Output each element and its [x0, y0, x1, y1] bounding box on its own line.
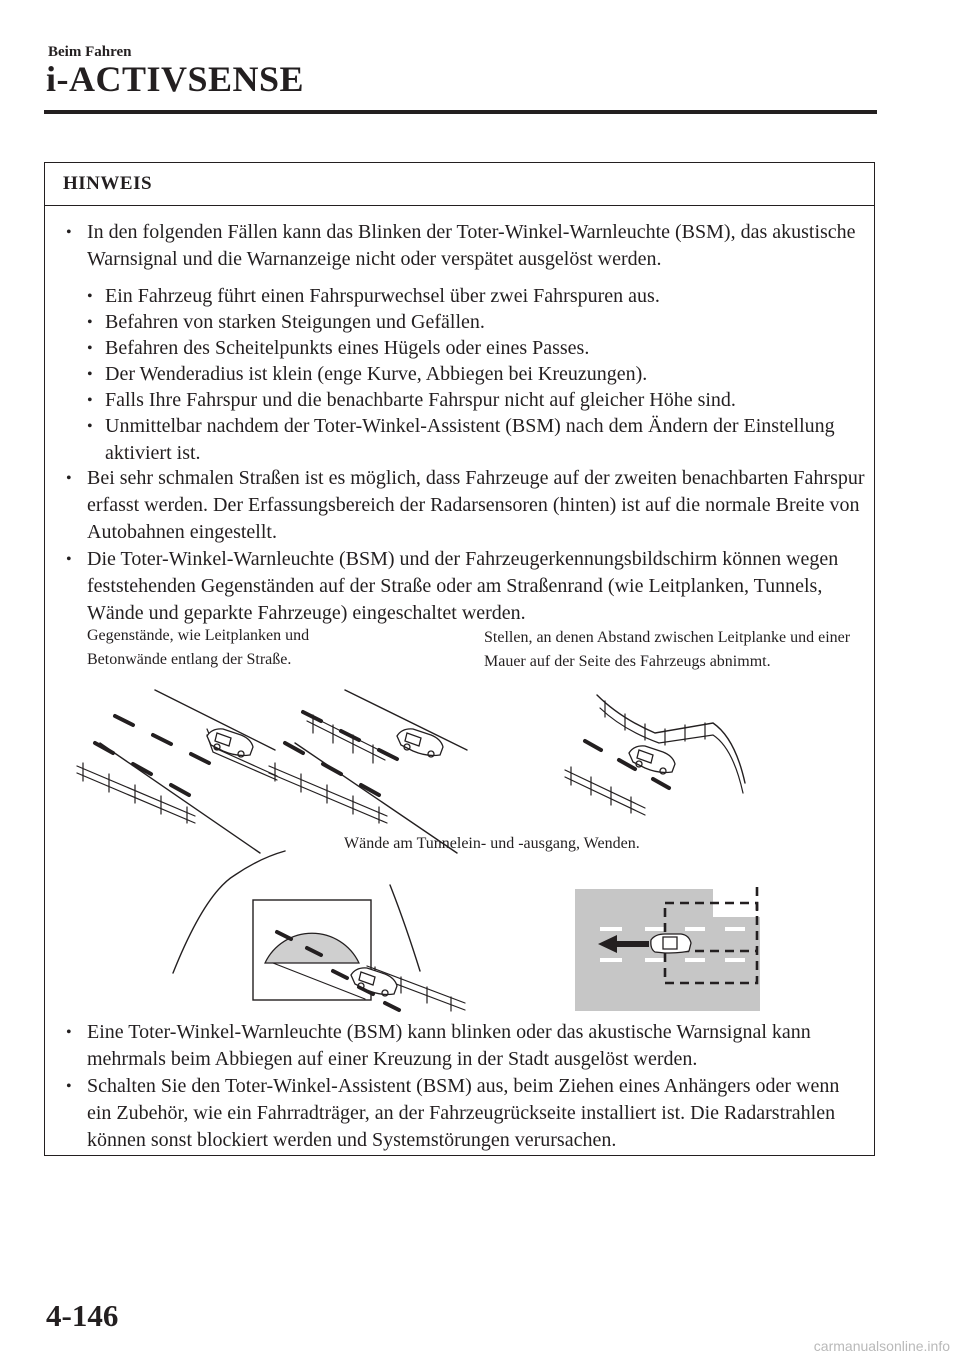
note-bullet-1-text: In den folgenden Fällen kann das Blinken der Toter-Winkel-Warnleuchte (BSM), das akustische Warnsignal und die Warnanzeige nicht oder verspätet ausgelöst werden.: [87, 221, 856, 270]
note-bullet-4-text: Eine Toter-Winkel-Warnleuchte (BSM) kann blinken oder das akustische Warnsignal kann mehrmals beim Abbiegen auf einer Kreuzung in der Stadt ausgelöst werden.: [87, 1021, 811, 1070]
page-title: i-ACTIVSENSE: [46, 59, 305, 99]
note-sub-6: • Unmittelbar nachdem der Toter-Winkel-Assistent (BSM) nach dem Ändern der Einstellung aktiviert ist.: [87, 415, 835, 464]
note-sub-3-text: Befahren des Scheitelpunkts eines Hügels oder eines Passes.: [105, 337, 590, 359]
section-label: Beim Fahren: [48, 44, 132, 60]
caption-narrowing: Stellen, an denen Abstand zwischen Leitplanke und einer Mauer auf der Seite des Fahrzeugs abnimmt.: [484, 629, 851, 670]
note-sub-2-text: Befahren von starken Steigungen und Gefällen.: [105, 311, 485, 333]
road-illustration-1: [77, 690, 277, 853]
note-sub-2: • Befahren von starken Steigungen und Gefällen.: [87, 311, 485, 333]
page-number: 4-146: [46, 1298, 119, 1333]
note-bullet-3: • Die Toter-Winkel-Warnleuchte (BSM) und der Fahrzeugerkennungsbildschirm können wegen feststehenden Gegenständen auf der Straße oder am Straßenrand (wie Leitplanken, Tunnels, Wände und geparkte Fahrzeuge) eingeschaltet werden.: [66, 548, 839, 624]
note-sub-3: • Befahren des Scheitelpunkts eines Hügels oder eines Passes.: [87, 337, 590, 359]
title-rule: [44, 110, 877, 114]
tunnel-illustration: [173, 851, 465, 1011]
caption-guardrails: Gegenstände, wie Leitplanken und Betonwände entlang der Straße.: [87, 627, 310, 668]
note-bullet-5: • Schalten Sie den Toter-Winkel-Assistent (BSM) aus, beim Ziehen eines Anhängers oder wenn ein Zubehör, wie ein Fahrradträger, an der Fahrzeugrückseite installiert ist. Die Radarstrahlen können sonst blockiert werden und Systemstörungen verursachen.: [66, 1075, 840, 1151]
note-sub-4: • Der Wenderadius ist klein (enge Kurve, Abbiegen bei Kreuzungen).: [87, 363, 648, 385]
note-box: [44, 162, 875, 1156]
road-illustration-2: [269, 690, 467, 853]
note-sub-5-text: Falls Ihre Fahrspur und die benachbarte Fahrspur nicht auf gleicher Höhe sind.: [105, 389, 736, 411]
watermark: carmanualsonline.info: [813, 1338, 950, 1354]
intersection-illustration: [575, 883, 760, 1011]
note-bullet-5-text: Schalten Sie den Toter-Winkel-Assistent (BSM) aus, beim Ziehen eines Anhängers oder wenn ein Zubehör, wie ein Fahrradträger, an der Fahrzeugrückseite installiert ist. Die Radarstrahlen können sonst blockiert werden und Systemstörungen verursachen.: [87, 1075, 840, 1151]
note-bullet-2-text: Bei sehr schmalen Straßen ist es möglich, dass Fahrzeuge auf der zweiten benachbarten Fahrspur erfasst werden. Der Erfassungsbereich der Radarsensoren (hinten) ist auf die normale Breite von Autobahnen eingestellt.: [87, 467, 865, 543]
note-sub-1-text: Ein Fahrzeug führt einen Fahrspurwechsel über zwei Fahrspuren aus.: [105, 285, 660, 307]
note-heading: HINWEIS: [63, 173, 153, 194]
bullet-dot: •: [66, 224, 72, 241]
road-illustration-3: [545, 695, 745, 815]
caption-tunnel: Wände am Tunnelein- und -ausgang, Wenden.: [344, 835, 640, 852]
note-sub-5: • Falls Ihre Fahrspur und die benachbarte Fahrspur nicht auf gleicher Höhe sind.: [87, 389, 736, 411]
note-bullet-3-text: Die Toter-Winkel-Warnleuchte (BSM) und der Fahrzeugerkennungsbildschirm können wegen feststehenden Gegenständen auf der Straße oder am Straßenrand (wie Leitplanken, Tunnels, Wände und geparkte Fahrzeuge) eingeschaltet werden.: [87, 548, 839, 624]
note-bullet-4: • Eine Toter-Winkel-Warnleuchte (BSM) kann blinken oder das akustische Warnsignal kann mehrmals beim Abbiegen auf einer Kreuzung in der Stadt ausgelöst werden.: [66, 1021, 811, 1070]
note-bullet-2: • Bei sehr schmalen Straßen ist es möglich, dass Fahrzeuge auf der zweiten benachbarten Fahrspur erfasst werden. Der Erfassungsbereich der Radarsensoren (hinten) ist auf die normale Breite von Autobahnen eingestellt.: [66, 467, 865, 543]
note-sub-4-text: Der Wenderadius ist klein (enge Kurve, Abbiegen bei Kreuzungen).: [105, 363, 648, 385]
note-sub-6-text: Unmittelbar nachdem der Toter-Winkel-Assistent (BSM) nach dem Ändern der Einstellung aktiviert ist.: [105, 415, 835, 464]
illustrations: [45, 163, 876, 1157]
note-sub-1: • Ein Fahrzeug führt einen Fahrspurwechsel über zwei Fahrspuren aus.: [87, 285, 660, 307]
